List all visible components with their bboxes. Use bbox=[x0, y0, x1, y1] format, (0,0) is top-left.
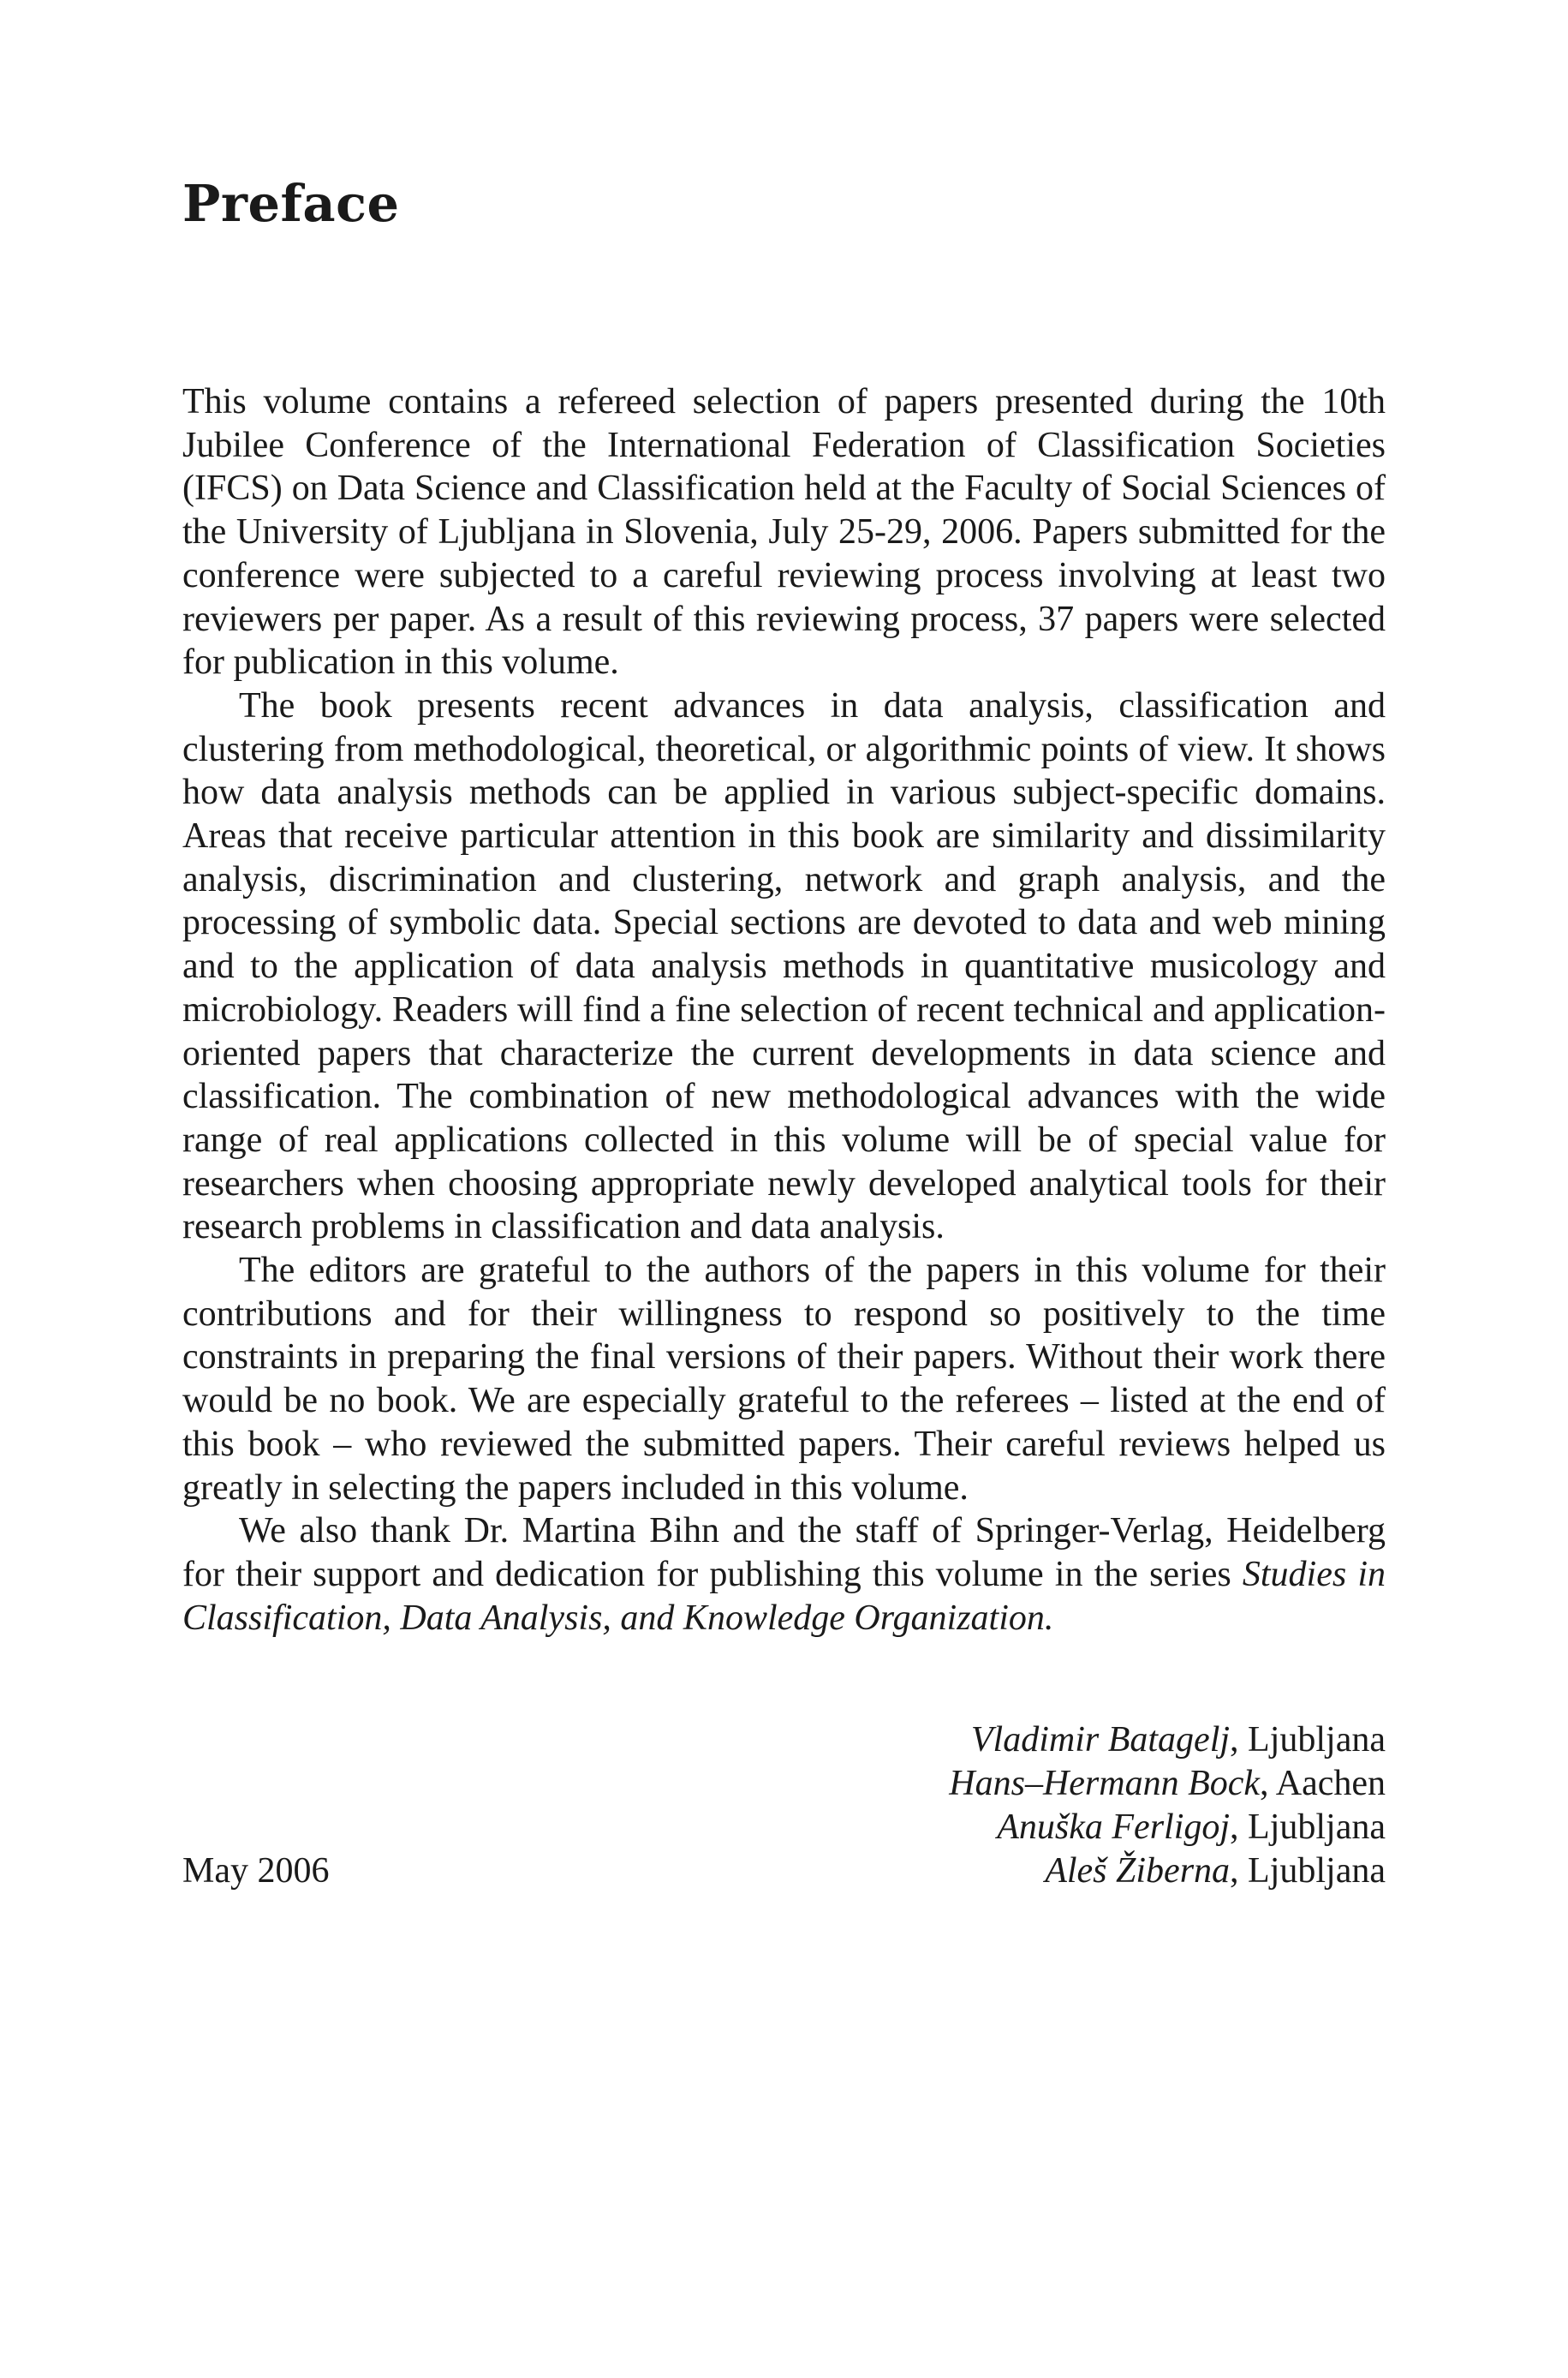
series-title: Studies in Classification, Data Analysis, and Knowledge Organization. bbox=[182, 1554, 1386, 1638]
paragraph-4 bbox=[182, 1509, 1386, 1640]
editor-signatures bbox=[949, 1718, 1386, 1893]
preface-date: May 2006 bbox=[182, 1851, 330, 1891]
editor-name: Vladimir Batagelj bbox=[970, 1720, 1231, 1760]
signature-line bbox=[949, 1718, 1386, 1762]
signature-separator: , bbox=[1230, 1720, 1249, 1760]
editor-name: Anuška Ferligoj bbox=[997, 1807, 1231, 1847]
editor-city: Aachen bbox=[1275, 1764, 1386, 1803]
editor-name: Hans–Hermann Bock bbox=[949, 1764, 1261, 1803]
page-title: Preface bbox=[182, 174, 400, 233]
signature-separator: , bbox=[1230, 1807, 1249, 1847]
signature-separator: , bbox=[1230, 1851, 1249, 1891]
signature-line bbox=[949, 1806, 1386, 1849]
editor-city: Ljubljana bbox=[1248, 1807, 1386, 1847]
editor-city: Ljubljana bbox=[1248, 1851, 1386, 1891]
signature-line bbox=[949, 1849, 1386, 1893]
paragraph-1: This volume contains a refereed selection of papers presented during the 10th Jubilee Conference of the International Federation of Classification Societies (IFCS) on Data Science and Classification held at the Faculty of Social Sciences of the University of Ljubljana in Slovenia, July 25-29, 2006. Papers submitted for the conference were subjected to a careful reviewing process involving at least two reviewers per paper. As a result of this reviewing process, 37 papers were selected for publication in this volume. bbox=[182, 382, 1386, 683]
preface-body bbox=[182, 380, 1386, 1640]
paragraph-4-text: We also thank Dr. Martina Bihn and the staff of Springer-Verlag, Heidelberg for their support and dedication for publishing this volume in the series bbox=[182, 1511, 1386, 1594]
editor-name: Aleš Žiberna bbox=[1045, 1851, 1231, 1891]
paragraph-3: The editors are grateful to the authors of the papers in this volume for their contributions and for their willingness to respond so positively to the time constraints in preparing the final versions of their papers. Without their work there would be no book. We are especially grateful to the referees – listed at the end of this book – who reviewed the submitted papers. Their careful reviews helped us greatly in selecting the papers included in this volume. bbox=[182, 1251, 1386, 1508]
paragraph-2: The book presents recent advances in data analysis, classification and clustering from methodological, theoretical, or algorithmic points of view. It shows how data analysis methods can be applied in various subject-specific domains. Areas that receive particular attention in this book are similarity and dissimilarity analysis, discrimination and clustering, network and graph analysis, and the processing of symbolic data. Special sections are devoted to data and web mining and to the application of data analysis methods in quantitative musicology and microbiology. Readers will find a fine selection of recent technical and application-oriented papers that characterize the current developments in data science and classification. The combination of new methodological advances with the wide range of real applications collected in this volume will be of special value for researchers when choosing appropriate newly developed analytical tools for their research problems in classification and data analysis. bbox=[182, 685, 1386, 1247]
signature-line bbox=[949, 1762, 1386, 1806]
editor-city: Ljubljana bbox=[1248, 1720, 1386, 1760]
signature-separator: , bbox=[1260, 1764, 1276, 1803]
